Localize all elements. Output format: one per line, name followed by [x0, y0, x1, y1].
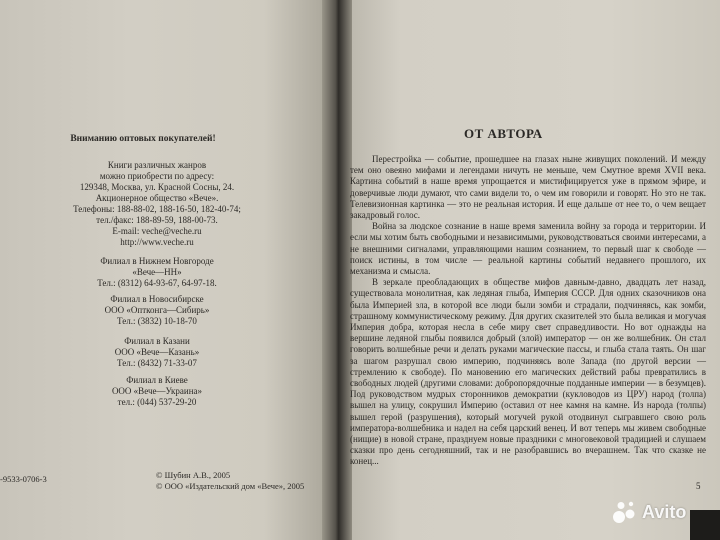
publisher-line: Книги различных жанров [107, 160, 207, 170]
branch-block [48, 336, 266, 369]
watermark-text: Avito [642, 501, 687, 522]
branch-org: «Вече—НН» [132, 267, 182, 277]
branch-title: Филиал в Новосибирске [110, 294, 204, 304]
branch-phone: тел.: (044) 537-29-20 [117, 397, 197, 407]
isbn-fragment: -9533-0706-3 [0, 474, 47, 484]
page-number: 5 [696, 481, 701, 491]
branch-title: Филиал в Нижнем Новгороде [100, 256, 214, 266]
copyright-line: © Шубин А.В., 2005 [156, 470, 231, 480]
publisher-line: 129348, Москва, ул. Красной Сосны, 24. [79, 182, 235, 192]
email-line: E-mail: veche@veche.ru [112, 226, 202, 236]
branch-block [48, 294, 266, 327]
avito-watermark [612, 500, 686, 524]
book-spine-gutter [322, 0, 352, 540]
avito-logo-icon [612, 500, 638, 524]
publisher-line: Акционерное общество «Вече». [95, 193, 219, 203]
branch-block [48, 375, 266, 408]
publisher-line: можно приобрести по адресу: [99, 171, 215, 181]
chapter-heading: ОТ АВТОРА [464, 126, 543, 141]
branch-phone: Тел.: (8312) 64-93-67, 64-97-18. [97, 278, 217, 288]
branch-org: ООО «Оптконга—Сибирь» [104, 305, 210, 315]
copyright-block [156, 470, 304, 492]
copyright-line: © ООО «Издательский дом «Вече», 2005 [156, 481, 305, 491]
body-paragraph: Война за людское сознание в наше время заменила войну за города и территории. И если мы хотим быть свободными и независимыми, руководствоваться своими интересами, а не внешними сигналами, управляющими нашим сознанием, то первый шаг к свободе — поиск истины, в том числе — реальной картины событий недавнего прошлого, их механизма и смысла. [350, 221, 706, 277]
publisher-contacts [48, 226, 266, 248]
branch-phone: Тел.: (3832) 10-18-70 [117, 316, 197, 326]
branch-title: Филиал в Киеве [126, 375, 188, 385]
body-paragraph: Перестройка — событие, прошедшее на глазах ныне живущих поколений. И между тем оно овеяно мифами и легендами ничуть не меньше, чем Смутное время XVII века. Картина событий в наше время упрощается и мистифицируется уже в прямом эфире, и доверчивые люди думают, что сами видели то, о чем им говорили и говорят. Но это не так. Телевизионная картинка — это не реальная история. И еще дальше от нее то, о чем вещает закадровый голос. [350, 154, 706, 221]
book-cover-edge [690, 510, 720, 540]
branch-phone: Тел.: (8432) 71-33-07 [117, 358, 197, 368]
branch-title: Филиал в Казани [124, 336, 190, 346]
wholesale-notice: Вниманию оптовых покупателей! [70, 134, 216, 144]
body-paragraph: В зеркале преобладающих в обществе мифов давным-давно, двадцать лет назад, существовала монолитная, как ледяная глыба, Империя СССР. Для одних сказочников она была Империей зла, в которой все люди были зомби и страдали, подчиняясь, как зомби, страшному коммунистическому режиму. Для других сказителей это была великая и могучая Империя добра, которая несла в себе миру свет справедливости. Но вот однажды на вершине ледяной глыбы появился добрый (злой) император — он же волшебник. Он стал говорить волшебные речи и делать руками магические пассы, и глыба стала таять. Он шаг за шагом разрушал свою империю, подчиняясь воле Запада (по другой версии — стремлению к свободе). По мановению его магических действий рабы превратились в свободных людей (другими словами: добропорядочные подданные империи — в безумцев). Под руководством мудрых сторонников демократии (кукловодов из ЦРУ) народ (толпа) вышел на улицу, сокрушил Империю (оставил от нее камня на камне. Из народа (толпы) вышел герой (разрушения), который могучей рукой отодвинул сыгравшего свою роль императора-волшебника и надел на себя царский венец. И вот теперь мы живем свободные (нищие) в новой стране, празднуем новые праздники с многовековой традицией и слушаем сказки про день сегодняшний, так и не разобравшись во вчерашнем. Так что сказке не конец... [350, 277, 706, 467]
chapter-body [350, 154, 706, 468]
publisher-line: тел./факс: 188-89-59, 188-00-73. [96, 215, 218, 225]
website-line: http://www.veche.ru [120, 237, 194, 247]
publisher-line: Телефоны: 188-88-02, 188-16-50, 182-40-74; [73, 204, 241, 214]
publisher-info [48, 160, 266, 226]
branch-org: ООО «Вече—Украина» [111, 386, 203, 396]
branch-block [48, 256, 266, 289]
branch-org: ООО «Вече—Казань» [114, 347, 200, 357]
